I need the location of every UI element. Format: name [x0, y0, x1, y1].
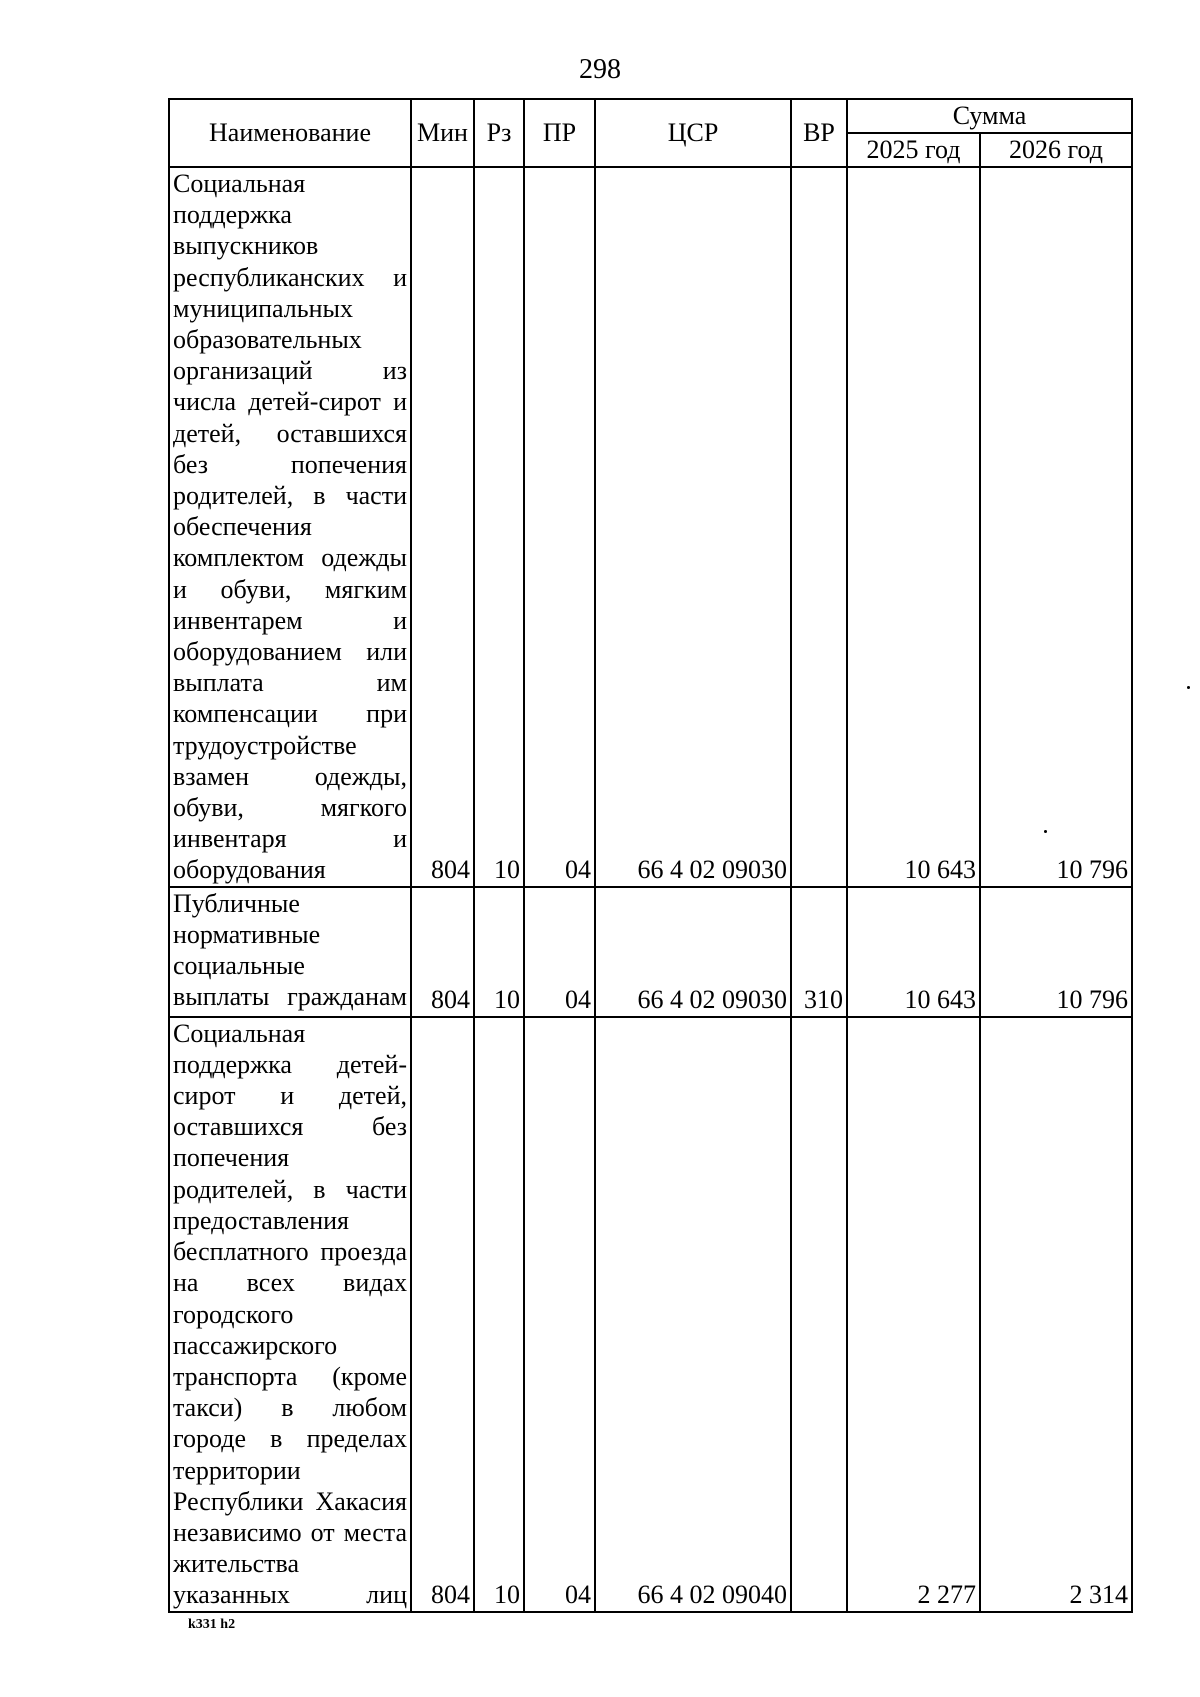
row-pr: 04 [524, 887, 595, 1017]
table-row [169, 887, 1132, 1017]
row-name: Социальная поддержка выпускников республиканских и муниципальных образовательных организаций из числа детей-сирот и детей, оставшихся без попечения родителей, в части обеспечения комплектом одежды и обуви, мягким инвентарем и оборудованием или выплата им компенсации при трудоустройстве взамен одежды, обуви, мягкого инвентаря и оборудования [169, 167, 411, 887]
row-min: 804 [411, 1017, 474, 1612]
scan-speck [1187, 686, 1190, 689]
row-name: Публичные нормативные социальные выплаты гражданам [169, 887, 411, 1017]
row-pr: 04 [524, 167, 595, 887]
budget-table [168, 98, 1133, 1613]
row-csr: 66 4 02 09030 [595, 887, 791, 1017]
row-vr [791, 167, 847, 887]
header-year-2026: 2026 год [980, 133, 1132, 167]
row-sum-2025: 2 277 [847, 1017, 980, 1612]
row-vr [791, 1017, 847, 1612]
row-name: Социальная поддержка детей-сирот и детей, оставшихся без попечения родителей, в части предоставления бесплатного проезда на всех видах городского пассажирского транспорта (кроме такси) в любом городе в пределах территории Республики Хакасия независимо от места жительства указанных лиц [169, 1017, 411, 1612]
header-vr: ВР [791, 99, 847, 167]
row-vr: 310 [791, 887, 847, 1017]
header-year-2025: 2025 год [847, 133, 980, 167]
row-csr: 66 4 02 09040 [595, 1017, 791, 1612]
header-name: Наименование [169, 99, 411, 167]
scan-speck [1044, 830, 1047, 833]
row-min: 804 [411, 167, 474, 887]
footer-code: k331 h2 [188, 1617, 236, 1632]
row-rz: 10 [474, 167, 524, 887]
header-pr: ПР [524, 99, 595, 167]
table-row [169, 167, 1132, 887]
row-sum-2025: 10 643 [847, 167, 980, 887]
row-sum-2026: 2 314 [980, 1017, 1132, 1612]
row-sum-2026: 10 796 [980, 167, 1132, 887]
header-min: Мин [411, 99, 474, 167]
row-sum-2025: 10 643 [847, 887, 980, 1017]
row-min: 804 [411, 887, 474, 1017]
table-row [169, 1017, 1132, 1612]
row-rz: 10 [474, 887, 524, 1017]
header-csr: ЦСР [595, 99, 791, 167]
row-rz: 10 [474, 1017, 524, 1612]
page-number: 298 [579, 54, 621, 85]
row-sum-2026: 10 796 [980, 887, 1132, 1017]
header-rz: Рз [474, 99, 524, 167]
header-sum: Сумма [847, 99, 1132, 133]
row-csr: 66 4 02 09030 [595, 167, 791, 887]
row-pr: 04 [524, 1017, 595, 1612]
